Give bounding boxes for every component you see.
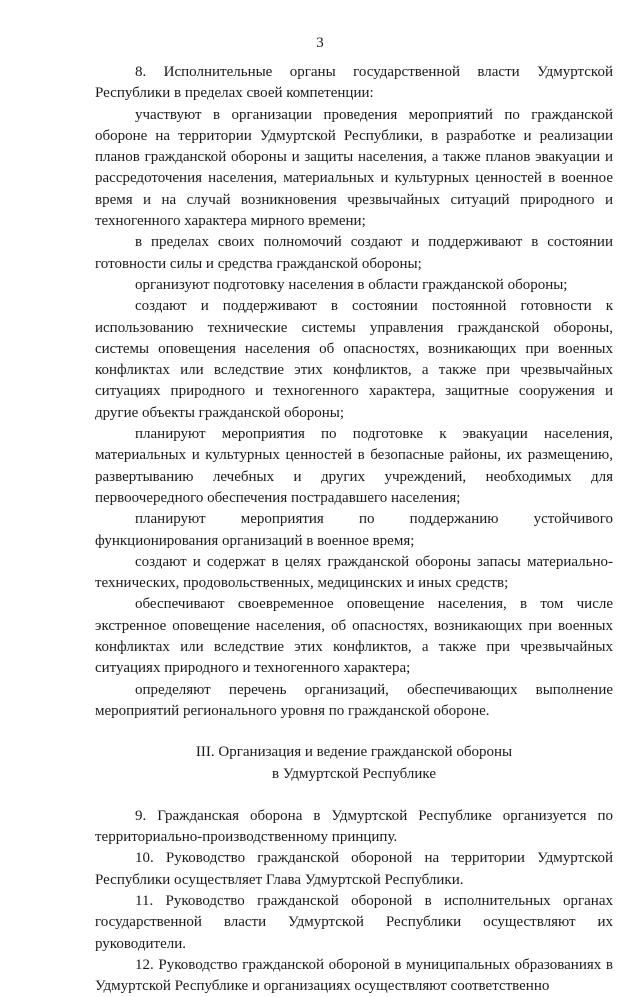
paragraph: 11. Руководство гражданской обороной в исполнительных органах государственной власти Удмуртской Республики осуществляют их руководители.: [95, 892, 613, 952]
section-2-continuation: [95, 62, 613, 722]
paragraph: в пределах своих полномочий создают и поддерживают в состоянии готовности силы и средства гражданской обороны;: [95, 234, 613, 272]
section-3: [95, 806, 613, 997]
paragraph: 12. Руководство гражданской обороной в муниципальных образованиях в Удмуртской Республике и организациях осуществляют соответственно: [95, 956, 613, 995]
paragraph: обеспечивают своевременное оповещение населения, в том числе экстренное оповещение населения, об опасностях, возникающих при военных конфликтах или вследствие этих конфликтов, а также при чрезвычайных ситуациях природного и техногенного характера;: [95, 596, 613, 677]
paragraph: участвуют в организации проведения мероприятий по гражданской обороне на территории Удмуртской Республики, в разработке и реализации планов гражданской обороны и защиты населения, а также планов эвакуации и рассредоточения населения, материальных и культурных ценностей в военное время и на случай возникновения чрезвычайных ситуаций природного и техногенного характера мирного времени;: [95, 106, 613, 230]
section-heading-line-2: в Удмуртской Республике: [272, 765, 436, 782]
section-heading: [95, 742, 613, 785]
paragraph: организуют подготовку населения в области гражданской обороны;: [135, 276, 568, 293]
paragraph: 9. Гражданская оборона в Удмуртской Республике организуется по территориально-производственному принципу.: [95, 807, 613, 846]
document-body: [95, 62, 613, 997]
paragraph: определяют перечень организаций, обеспечивающих выполнение мероприятий регионального уровня по гражданской обороне.: [95, 681, 613, 719]
paragraph: 8. Исполнительные органы государственной власти Удмуртской Республики в пределах своей компетенции:: [95, 64, 613, 102]
paragraph: планируют мероприятия по подготовке к эвакуации населения, материальных и культурных ценностей в безопасные районы, их размещению, развертыванию лечебных и других учреждений, необходимых для первоочередного обеспечения пострадавшего населения;: [95, 426, 613, 506]
paragraph: создают и содержат в целях гражданской обороны запасы материально-технических, продовольственных, медицинских и иных средств;: [95, 553, 613, 592]
page-number: 3: [316, 35, 324, 51]
section-heading-line-1: III. Организация и ведение гражданской обороны: [195, 744, 513, 761]
paragraph: 10. Руководство гражданской обороной на территории Удмуртской Республики осуществляет Глава Удмуртской Республики.: [95, 850, 613, 888]
paragraph: создают и поддерживают в состоянии постоянной готовности к использованию технические системы управления гражданской обороны, системы оповещения населения об опасностях, возникающих при военных конфликтах или вследствие этих конфликтов, а также при чрезвычайных ситуациях природного и техногенного характера, защитные сооружения и другие объекты гражданской обороны;: [95, 298, 613, 421]
paragraph: планируют мероприятия по поддержанию устойчивого функционирования организаций в военное время;: [95, 511, 613, 549]
